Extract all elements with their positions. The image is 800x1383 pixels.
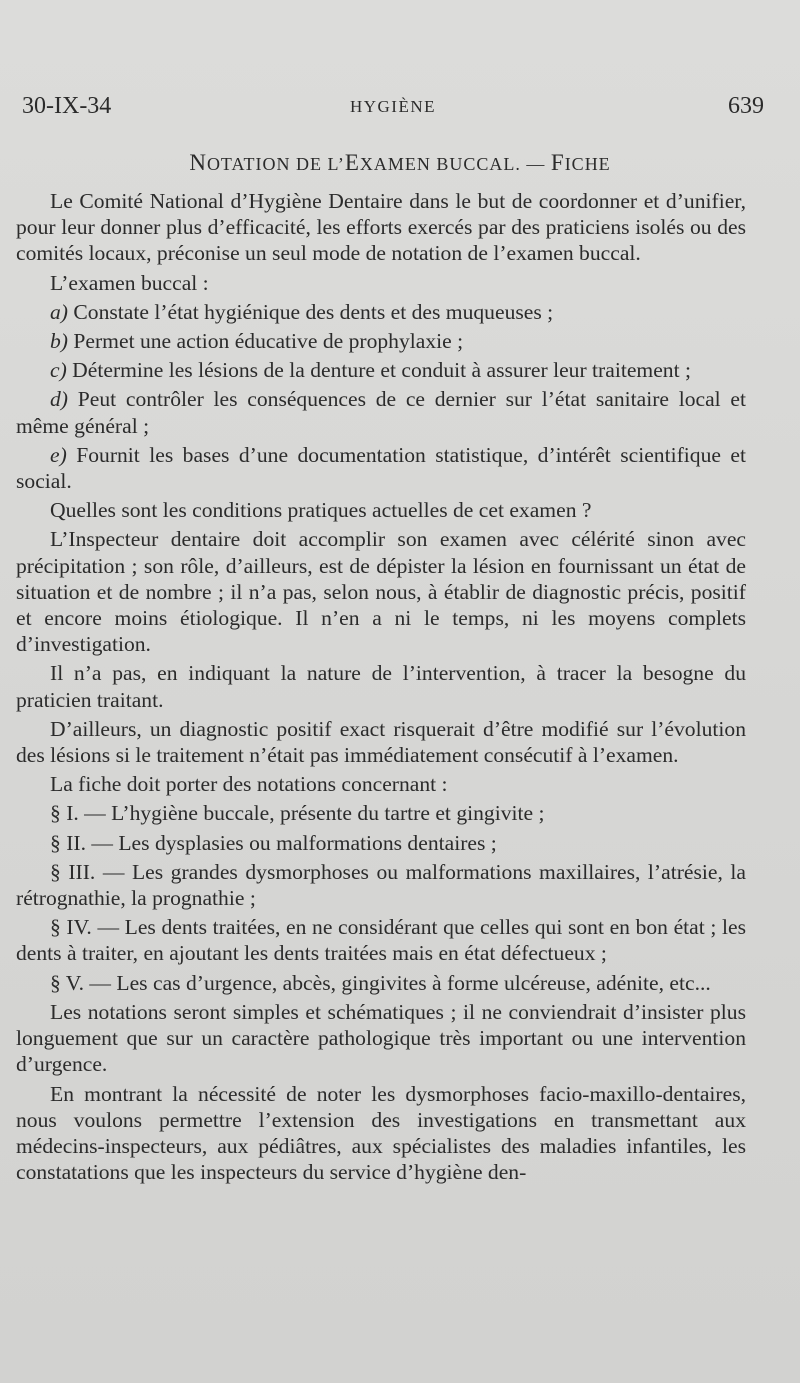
header-date: 30-IX-34 — [22, 93, 112, 119]
section-title-initial: F — [550, 150, 565, 175]
section-item: § II. — Les dysplasies ou malformations dentaires ; — [50, 830, 497, 855]
list-item-text: Constate l’état hygiénique des dents et des muqueuses ; — [68, 299, 554, 324]
paragraph: Les notations seront simples et schématiques ; il ne conviendrait d’insister plus longuement que sur un caractère pathologique très important ou une intervention d’urgence. — [16, 999, 746, 1077]
page-number: 639 — [728, 93, 764, 119]
list-item-text: Peut contrôler les conséquences de ce dernier sur l’état sanitaire local et même général ; — [16, 387, 746, 438]
list-item — [16, 386, 746, 438]
paragraph: L’Inspecteur dentaire doit accomplir son examen avec célérité sinon avec précipitation ; son rôle, d’ailleurs, est de dépister la lésion en fournissant un état de situation et de nombre ; il n’a pas, selon nous, à établir de diagnostic précis, positif et encore moins étiologique. Il n’en a ni le temps, ni les moyens complets d’investigation. — [16, 527, 746, 657]
section-title-word: XAMEN BUCCAL. — [359, 154, 521, 174]
section-item: § III. — Les grandes dysmorphoses ou malformations maxillaires, l’atrésie, la rétrognathie, la prognathie ; — [16, 859, 746, 911]
paragraph: D’ailleurs, un diagnostic positif exact risquerait d’être modifié sur l’évolution des lésions si le traitement n’était pas immédiatement consécutif à l’examen. — [16, 716, 746, 768]
section-title-initial: N — [189, 150, 207, 175]
list-item — [16, 299, 746, 325]
list-item — [16, 328, 746, 354]
list-item-letter: e) — [50, 442, 67, 467]
list-item — [16, 357, 746, 383]
list-item-text: Fournit les bases d’une documentation statistique, d’intérêt scientifique et social. — [16, 442, 746, 494]
list-item-letter: a) — [50, 299, 68, 324]
header-title: HYGIÈNE — [349, 97, 437, 116]
list-item — [16, 442, 746, 494]
section-item: § IV. — Les dents traitées, en ne considérant que celles qui sont en bon état ; les dents à traiter, en ajoutant les dents traitées mais en état défectueux ; — [16, 915, 746, 966]
paragraph: L’examen buccal : — [50, 270, 209, 295]
paragraph: Quelles sont les conditions pratiques actuelles de cet examen ? — [50, 498, 592, 523]
section-title-dash: — — [520, 154, 551, 174]
section-title-word: ICHE — [564, 154, 611, 174]
paragraph: La fiche doit porter des notations concernant : — [50, 772, 448, 797]
paragraph: Le Comité National d’Hygiène Dentaire dans le but de coordonner et d’unifier, pour leur donner plus d’efficacité, les efforts exercés par des praticiens isolés ou des comités locaux, préconise un seul mode de notation de l’examen buccal. — [16, 189, 746, 266]
section-title-initial: E — [344, 150, 360, 175]
running-header — [22, 93, 764, 125]
list-item-text: Permet une action éducative de prophylaxie ; — [68, 329, 464, 354]
paragraph: En montrant la nécessité de noter les dysmorphoses facio-maxillo-dentaires, nous voulons permettre l’extension des investigations en transmettant aux médecins-inspecteurs, aux pédiâtres, aux spécialistes des maladies infantiles, les constatations que les inspecteurs du service d’hygiène den- — [16, 1081, 746, 1185]
paragraph: Il n’a pas, en indiquant la nature de l’intervention, à tracer la besogne du praticien traitant. — [16, 661, 746, 712]
list-item-letter: b) — [50, 329, 68, 354]
list-item-letter: d) — [50, 387, 68, 412]
body-text — [16, 188, 746, 1188]
section-title-word: OTATION DE L’ — [206, 154, 345, 174]
section-item: § I. — L’hygiène buccale, présente du tartre et gingivite ; — [50, 801, 545, 826]
list-item-text: Détermine les lésions de la denture et conduit à assurer leur traitement ; — [66, 358, 691, 383]
list-item-letter: c) — [50, 358, 67, 383]
section-title — [0, 150, 800, 176]
section-item: § V. — Les cas d’urgence, abcès, gingivites à forme ulcéreuse, adénite, etc... — [50, 970, 711, 995]
